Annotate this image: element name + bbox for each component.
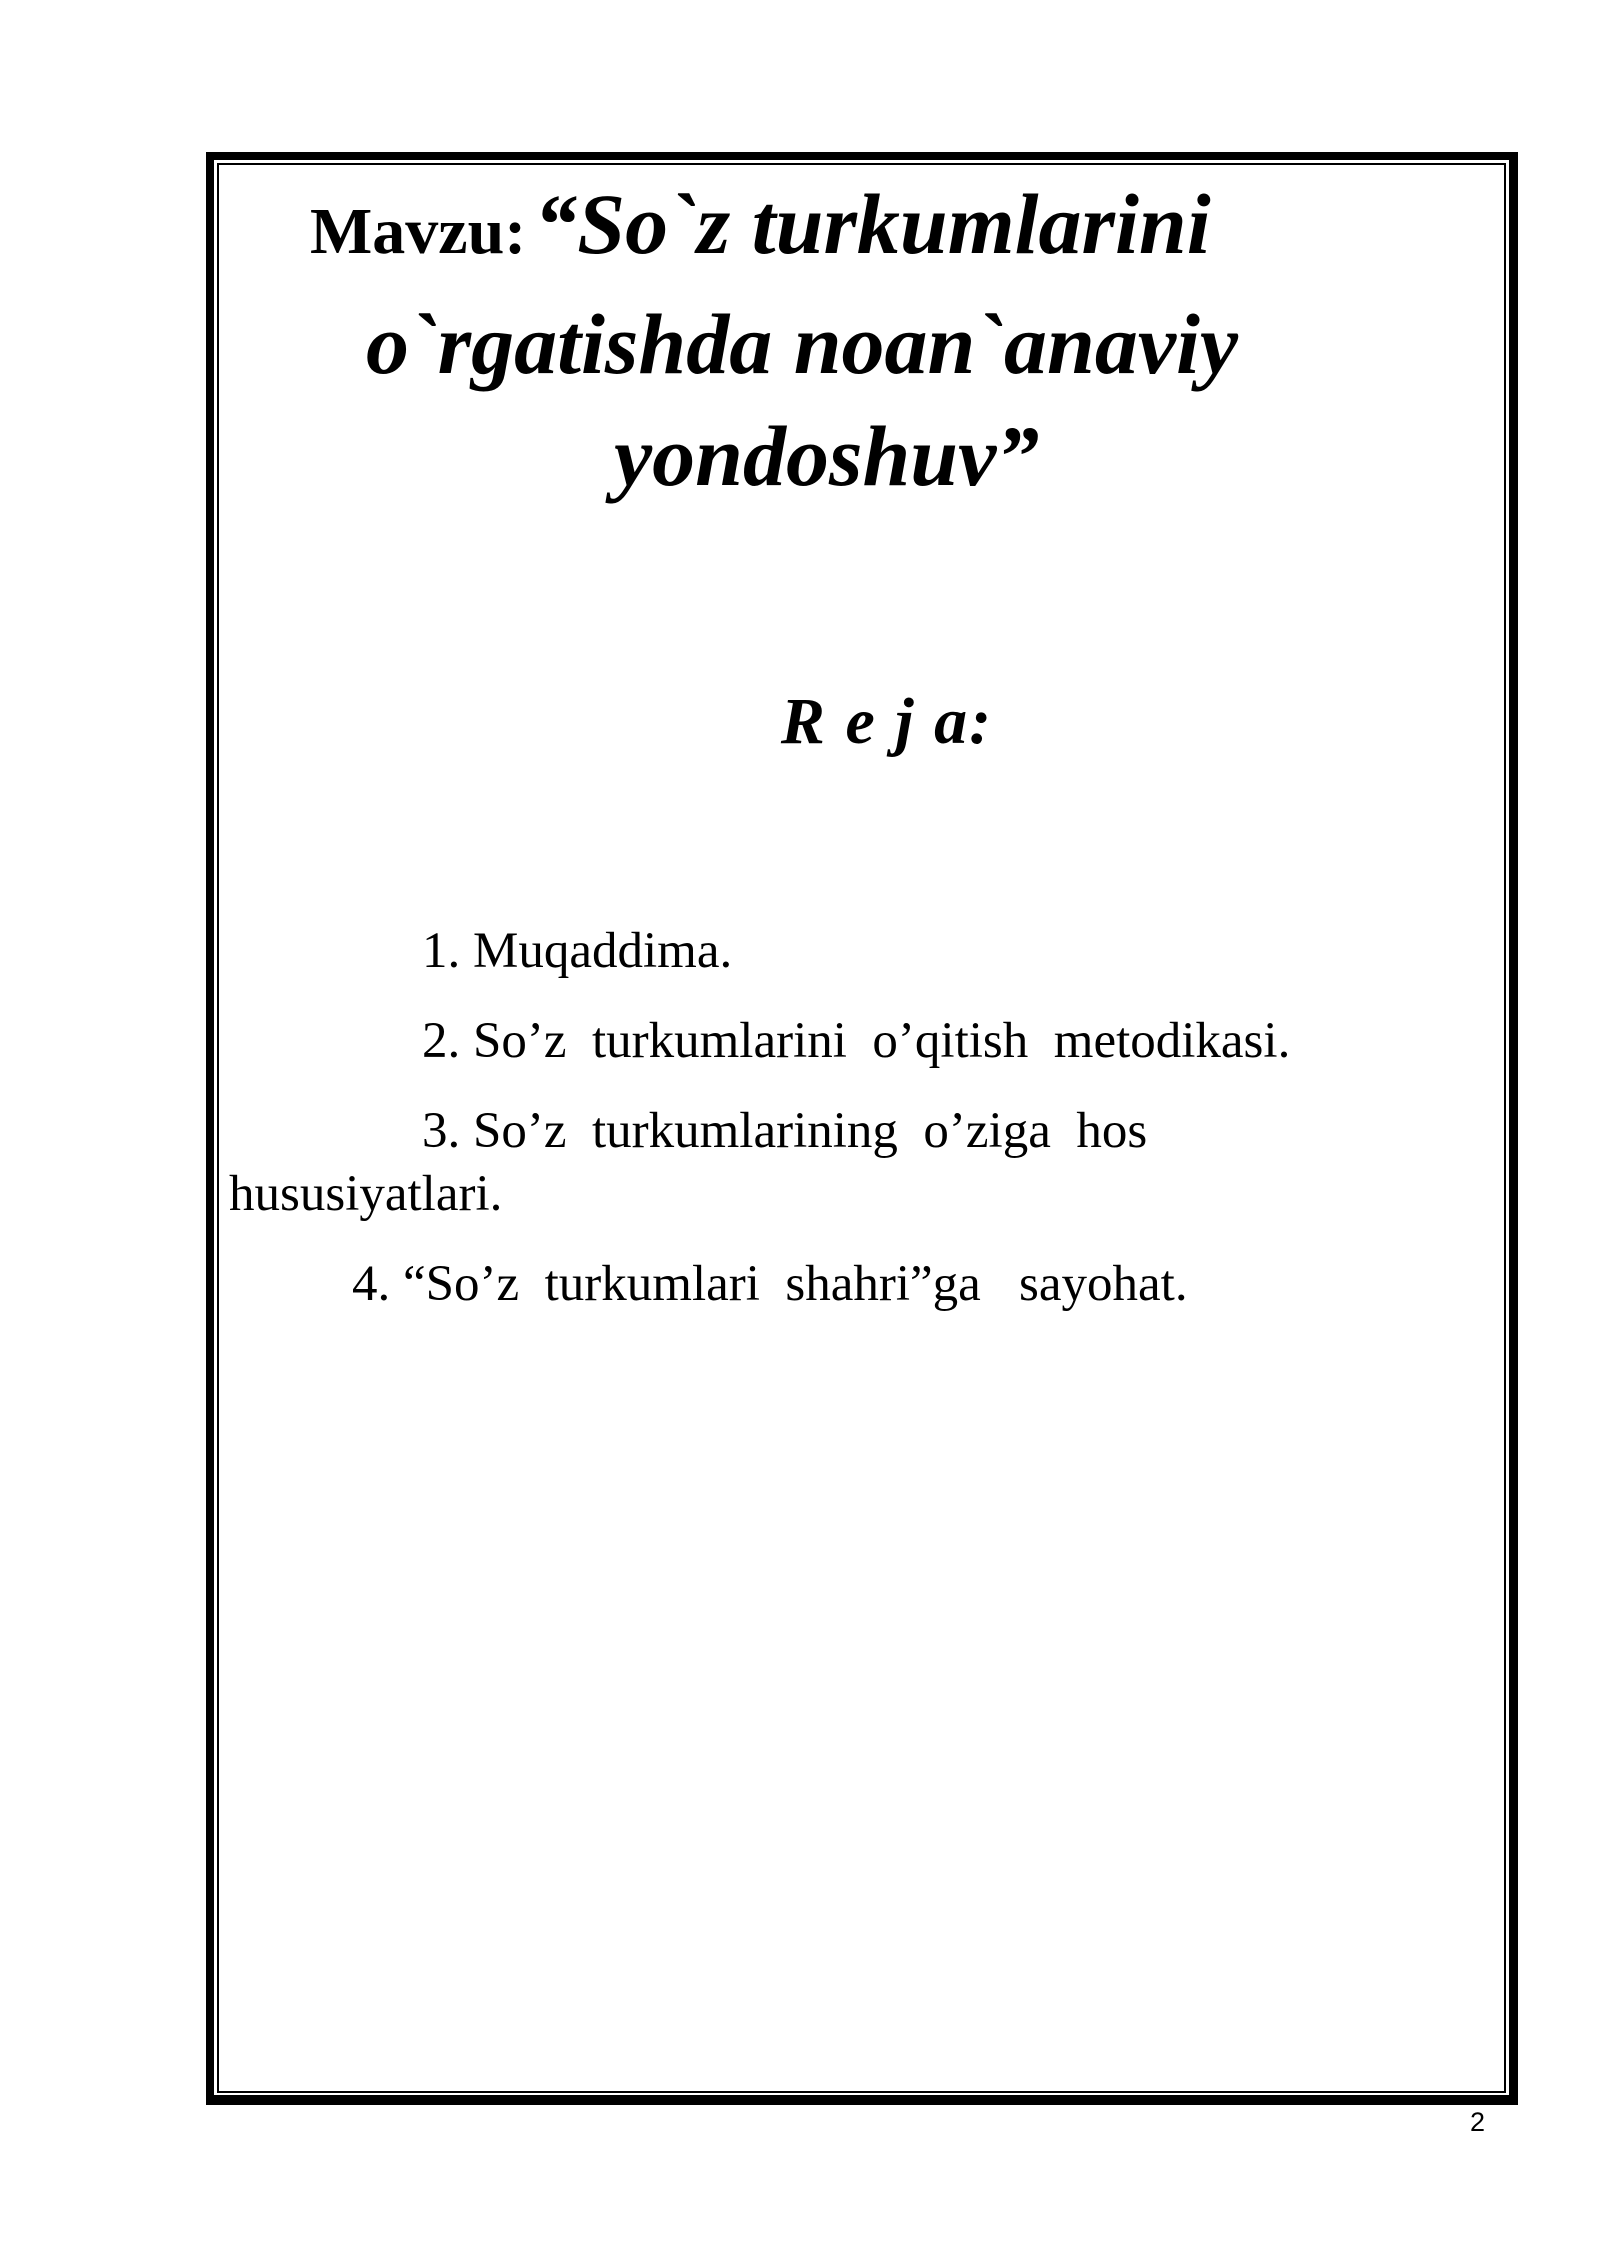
plan-item-3: 3. So’z turkumlarining o’ziga hos — [422, 1103, 1148, 1159]
document-title — [0, 168, 1600, 512]
plan-item-2: 2. So’z turkumlarini o’qitish metodikasi. — [422, 1013, 1291, 1069]
plan-heading: R e j a: — [780, 685, 994, 758]
title-topic-part-2: o`rgatishda noan`anaviy — [366, 296, 1239, 392]
title-prefix: Mavzu: — [310, 195, 527, 268]
plan-item-3-continuation: hususiyatlari. — [229, 1166, 503, 1222]
title-topic-part-1: “So`z turkumlarini — [534, 176, 1211, 272]
title-line-1 — [0, 168, 1600, 288]
title-topic-part-3: yondoshuv” — [614, 408, 1040, 504]
plan-item-4: 4. “So’z turkumlari shahri”ga sayohat. — [352, 1256, 1188, 1312]
page-number: 2 — [1470, 2107, 1486, 2137]
plan-item-1: 1. Muqaddima. — [422, 923, 733, 979]
